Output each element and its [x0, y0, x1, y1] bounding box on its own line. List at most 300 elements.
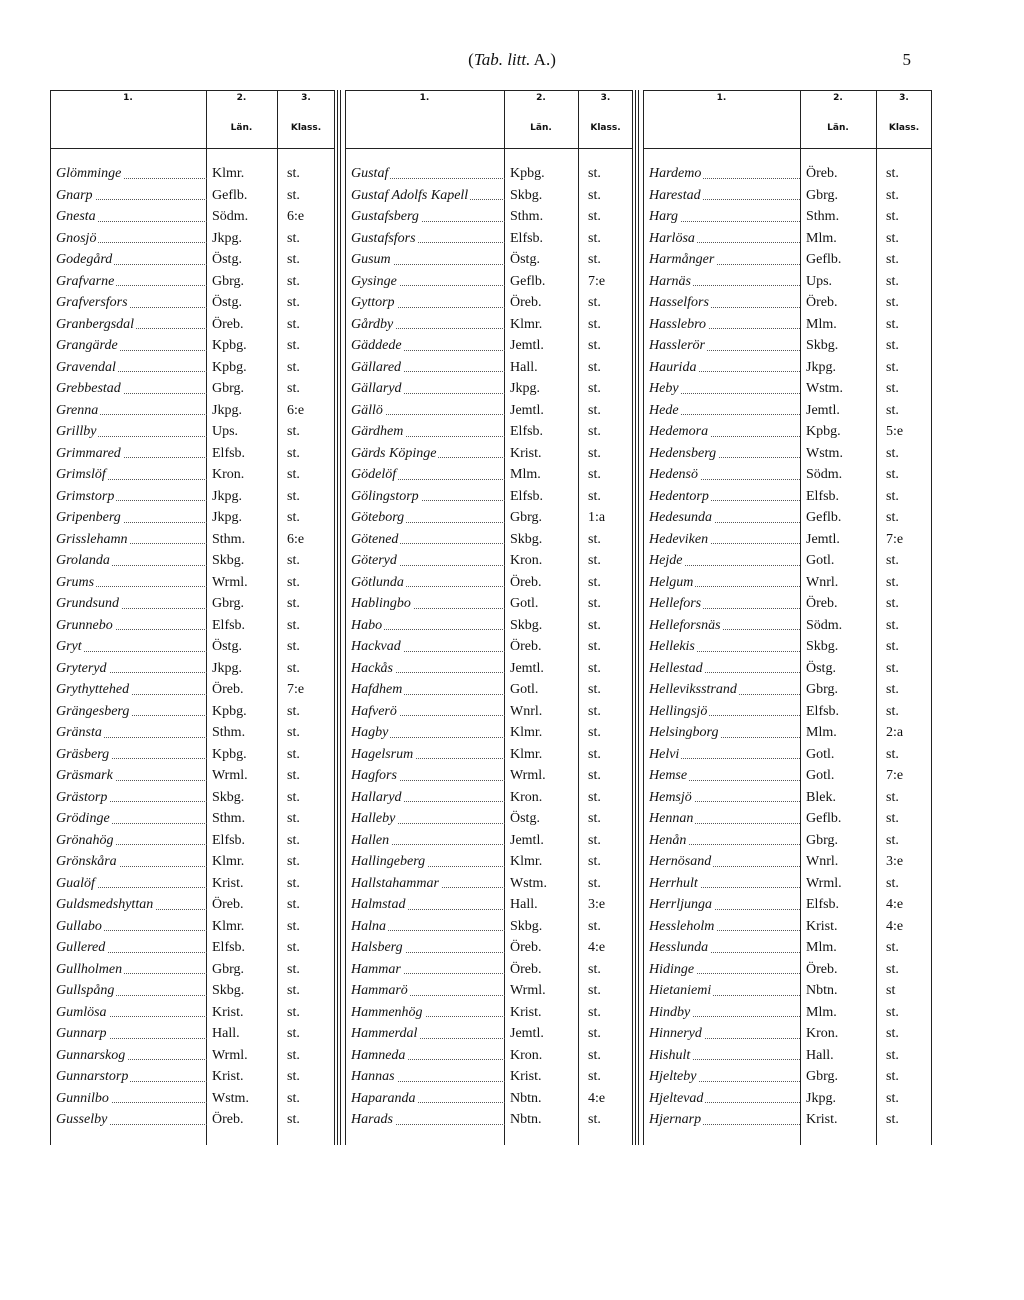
- county: Elfsb.: [510, 488, 544, 504]
- county: Klmr.: [510, 725, 543, 740]
- table-row: [50, 400, 335, 422]
- table-row: [50, 464, 335, 486]
- county: Klmr.: [510, 316, 543, 332]
- county: Hall.: [510, 359, 538, 375]
- place-name: [351, 400, 509, 422]
- table-row: [345, 357, 633, 379]
- county: Öreb.: [806, 961, 838, 977]
- place-name-text: Gryteryd: [56, 660, 107, 676]
- county: Klmr.: [510, 746, 543, 762]
- place-name: [56, 335, 211, 357]
- table-row: [50, 1066, 335, 1088]
- class: st.: [588, 811, 601, 826]
- place-name: [56, 873, 211, 895]
- place-name: [56, 271, 211, 293]
- table-row: [345, 937, 633, 959]
- header-rule: [643, 148, 932, 149]
- county: Södm.: [806, 467, 843, 482]
- county: Jemtl.: [510, 402, 544, 418]
- place-name: [351, 744, 509, 766]
- county: Nbtn.: [806, 983, 838, 998]
- county: Öreb.: [212, 1112, 244, 1127]
- table-row: [643, 464, 932, 486]
- place-name-text: Hernösand: [649, 854, 712, 869]
- county: Klmr.: [510, 854, 543, 869]
- table-row: [50, 959, 335, 981]
- class: st.: [886, 187, 899, 203]
- table-row: [50, 163, 335, 185]
- table-row: [345, 658, 633, 680]
- table-row: [50, 1002, 335, 1024]
- table-row: [50, 808, 335, 830]
- county: Klmr.: [212, 918, 245, 934]
- class: st.: [287, 424, 300, 439]
- place-name-text: Helleforsnäs: [649, 617, 721, 633]
- county: Kpbg.: [212, 338, 247, 353]
- place-name-text: Gnesta: [56, 209, 96, 224]
- place-name-text: Göteborg: [351, 510, 405, 525]
- county: Hall.: [510, 897, 538, 912]
- county: Wnrl.: [510, 703, 543, 719]
- class: st.: [886, 617, 899, 633]
- place-name: [56, 163, 211, 185]
- place-name-text: Gyttorp: [351, 295, 395, 310]
- county: Elfsb.: [212, 832, 246, 848]
- county: Öreb.: [806, 166, 838, 181]
- table-row: [643, 443, 932, 465]
- place-name: [351, 765, 509, 787]
- place-name-text: Hallen: [351, 832, 390, 848]
- county: Gbrg.: [212, 596, 245, 611]
- table-row: [345, 980, 633, 1002]
- table-row: [50, 980, 335, 1002]
- class: st.: [287, 488, 300, 504]
- place-name-text: Hardemo: [649, 166, 702, 181]
- table-row: [345, 572, 633, 594]
- table-row: [50, 443, 335, 465]
- place-name-text: Hedensö: [649, 467, 698, 482]
- table-row: [345, 292, 633, 314]
- top-rule: [643, 90, 932, 91]
- table-row: [643, 507, 932, 529]
- class: st.: [588, 1069, 601, 1084]
- class: 7:e: [886, 531, 904, 547]
- place-name-text: Grums: [56, 574, 95, 590]
- place-name-text: Grönahög: [56, 832, 114, 848]
- class: st.: [287, 725, 300, 740]
- table-row: [643, 1023, 932, 1045]
- place-name: [649, 765, 804, 787]
- county: Kron.: [212, 467, 245, 482]
- county: Krist.: [212, 875, 244, 891]
- place-name-text: Gällaryd: [351, 381, 402, 396]
- county: Gbrg.: [212, 273, 245, 289]
- place-name-text: Gullspång: [56, 983, 115, 998]
- place-name-text: Gunnilbo: [56, 1090, 109, 1106]
- place-name-text: Gärds Köpinge: [351, 445, 437, 461]
- place-name: [56, 636, 211, 658]
- county: Gotl.: [806, 746, 835, 762]
- place-name: [649, 701, 804, 723]
- place-name-text: Hellekis: [649, 639, 695, 654]
- class: st.: [886, 875, 899, 891]
- table-row: [50, 335, 335, 357]
- place-name: [649, 980, 804, 1002]
- column-number: 3.: [600, 93, 611, 103]
- class: st.: [287, 660, 300, 676]
- class: st.: [588, 682, 601, 697]
- table-row: [345, 593, 633, 615]
- place-name: [649, 507, 804, 529]
- class: st.: [588, 381, 601, 396]
- place-name: [56, 486, 211, 508]
- place-name: [351, 808, 509, 830]
- table-row: [643, 378, 932, 400]
- place-name-text: Habo: [351, 617, 383, 633]
- county: Krist.: [806, 1112, 838, 1127]
- place-name: [56, 292, 211, 314]
- place-name: [649, 400, 804, 422]
- place-name: [351, 314, 509, 336]
- class: st.: [588, 553, 601, 568]
- place-name-text: Grödinge: [56, 811, 110, 826]
- county: Jemtl.: [510, 832, 544, 848]
- place-name: [649, 959, 804, 981]
- place-name-text: Grimstorp: [56, 488, 115, 504]
- class: st.: [287, 639, 300, 654]
- table-row: [345, 830, 633, 852]
- place-name-text: Gravendal: [56, 359, 116, 375]
- county: Elfsb.: [806, 897, 840, 912]
- table-row: [50, 314, 335, 336]
- place-name: [56, 808, 211, 830]
- klass-header: Klass.: [290, 123, 322, 133]
- table-block-2: [345, 90, 633, 1145]
- class: 6:e: [287, 209, 305, 224]
- class: st.: [886, 596, 899, 611]
- class: st.: [588, 445, 601, 461]
- place-name: [56, 959, 211, 981]
- place-name-text: Hammerdal: [351, 1026, 418, 1041]
- place-name: [56, 722, 211, 744]
- place-name-text: Hammarö: [351, 983, 408, 998]
- county: Jkpg.: [806, 1090, 836, 1106]
- place-name-text: Gualöf: [56, 875, 95, 891]
- place-name: [649, 851, 804, 873]
- place-name-text: Gusselby: [56, 1112, 108, 1127]
- county: Skbg.: [806, 338, 839, 353]
- table-row: [643, 550, 932, 572]
- class: st.: [588, 703, 601, 719]
- place-name-text: Grythyttehed: [56, 682, 130, 697]
- table-row: [345, 163, 633, 185]
- class: 4:e: [588, 1090, 606, 1106]
- place-name-text: Grönskåra: [56, 854, 117, 869]
- table-row: [345, 249, 633, 271]
- place-name-text: Gnarp: [56, 187, 93, 203]
- class: st.: [588, 187, 601, 203]
- klass-header: Klass.: [888, 123, 920, 133]
- class: st.: [287, 510, 300, 525]
- place-name: [56, 894, 211, 916]
- county: Wstm.: [806, 381, 843, 396]
- county: Östg.: [212, 295, 242, 310]
- place-name-text: Halna: [351, 918, 386, 934]
- place-name: [649, 873, 804, 895]
- place-name: [351, 1066, 509, 1088]
- county: Klmr.: [212, 854, 245, 869]
- place-name-text: Hafdhem: [351, 682, 403, 697]
- table-row: [50, 937, 335, 959]
- table-row: [50, 701, 335, 723]
- class: st.: [588, 402, 601, 418]
- county: Elfsb.: [806, 488, 840, 504]
- table-row: [345, 335, 633, 357]
- place-name-text: Hallaryd: [351, 789, 402, 805]
- lan-header: Län.: [530, 123, 552, 133]
- table-row: [50, 572, 335, 594]
- place-name-text: Harnäs: [649, 273, 692, 289]
- place-name: [56, 701, 211, 723]
- table-row: [50, 1088, 335, 1110]
- place-name-text: Gustafsberg: [351, 209, 419, 224]
- row-list: [345, 163, 633, 1131]
- table-row: [345, 679, 633, 701]
- table-row: [50, 830, 335, 852]
- class: st.: [588, 467, 601, 482]
- class: 7:e: [287, 682, 305, 697]
- county: Jkpg.: [212, 660, 242, 676]
- class: st.: [287, 381, 300, 396]
- class: 2:a: [886, 725, 904, 740]
- place-name: [649, 787, 804, 809]
- class: st.: [588, 1047, 601, 1063]
- place-class-table: [50, 90, 932, 1145]
- county: Sthm.: [212, 725, 246, 740]
- class: st.: [287, 746, 300, 762]
- county: Elfsb.: [806, 703, 840, 719]
- table-row: [643, 937, 932, 959]
- table-row: [50, 658, 335, 680]
- place-name-text: Heby: [649, 381, 679, 396]
- place-name: [649, 658, 804, 680]
- table-row: [50, 636, 335, 658]
- class: st.: [287, 832, 300, 848]
- county: Skbg.: [510, 918, 543, 934]
- county: Jemtl.: [510, 338, 544, 353]
- county: Sthm.: [806, 209, 840, 224]
- class: st.: [588, 768, 601, 783]
- place-name: [56, 400, 211, 422]
- table-row: [345, 206, 633, 228]
- county: Gbrg.: [806, 187, 839, 203]
- place-name: [649, 529, 804, 551]
- class: st.: [588, 789, 601, 805]
- county: Skbg.: [510, 531, 543, 547]
- place-name-text: Gumlösa: [56, 1004, 107, 1020]
- place-name: [56, 787, 211, 809]
- county: Elfsb.: [212, 445, 246, 461]
- place-name: [351, 378, 509, 400]
- place-name-text: Gårdby: [351, 316, 394, 332]
- table-row: [50, 185, 335, 207]
- class: st.: [287, 1026, 300, 1041]
- class: st.: [287, 940, 300, 955]
- place-name-text: Grisslehamn: [56, 531, 128, 547]
- class: st.: [886, 381, 899, 396]
- class: st.: [287, 768, 300, 783]
- table-row: [643, 701, 932, 723]
- class: st.: [886, 832, 899, 848]
- county: Jkpg.: [212, 230, 242, 246]
- county: Wstm.: [806, 445, 843, 461]
- class: st.: [287, 1047, 300, 1063]
- county: Gbrg.: [212, 381, 245, 396]
- county: Wrml.: [510, 768, 546, 783]
- table-row: [50, 615, 335, 637]
- county: Mlm.: [806, 230, 837, 246]
- table-row: [50, 787, 335, 809]
- county: Mlm.: [806, 725, 837, 740]
- table-row: [643, 744, 932, 766]
- place-name-text: Gripenberg: [56, 510, 121, 525]
- table-row: [50, 228, 335, 250]
- county: Elfsb.: [510, 230, 544, 246]
- county: Nbtn.: [510, 1090, 542, 1106]
- table-row: [643, 593, 932, 615]
- place-name: [351, 679, 509, 701]
- county: Öreb.: [510, 961, 542, 977]
- county: Kpbg.: [806, 424, 841, 439]
- column-number: 1.: [716, 93, 727, 103]
- place-name-text: Gustaf Adolfs Kapell: [351, 187, 469, 203]
- place-name: [649, 1002, 804, 1024]
- column-number: 3.: [301, 93, 311, 103]
- place-name: [56, 1088, 211, 1110]
- place-name-text: Grebbestad: [56, 381, 121, 396]
- class: st.: [886, 316, 899, 332]
- class: st.: [886, 273, 899, 289]
- county: Kron.: [510, 1047, 543, 1063]
- class: st.: [287, 854, 300, 869]
- class: st.: [588, 359, 601, 375]
- place-name-text: Guldsmedshyttan: [56, 897, 154, 912]
- place-name: [351, 658, 509, 680]
- place-name-text: Haparanda: [351, 1090, 416, 1106]
- table-row: [50, 744, 335, 766]
- place-name-text: Henån: [649, 832, 687, 848]
- place-name-text: Gäddede: [351, 338, 402, 353]
- county: Kpbg.: [212, 359, 247, 375]
- place-name-text: Grästorp: [56, 789, 108, 805]
- table-row: [643, 808, 932, 830]
- class: 4:e: [886, 918, 904, 934]
- place-name-text: Gryt: [56, 639, 82, 654]
- place-name-text: Hedemora: [649, 424, 709, 439]
- table-row: [50, 550, 335, 572]
- table-row: [643, 679, 932, 701]
- table-row: [50, 1045, 335, 1067]
- column-number: 2.: [833, 93, 843, 103]
- county: Jkpg.: [212, 510, 242, 525]
- county: Öreb.: [510, 574, 542, 590]
- county: Mlm.: [806, 1004, 837, 1020]
- place-name-text: Gränsta: [56, 725, 102, 740]
- county: Geflb.: [806, 252, 842, 267]
- place-name-text: Grafvarne: [56, 273, 115, 289]
- table-row: [643, 765, 932, 787]
- place-name-text: Hasslerör: [649, 338, 706, 353]
- place-name: [351, 271, 509, 293]
- block-separator: [340, 90, 341, 1145]
- row-list: [643, 163, 932, 1131]
- place-name: [649, 464, 804, 486]
- place-name: [56, 765, 211, 787]
- place-name: [649, 744, 804, 766]
- class: st.: [287, 1004, 300, 1020]
- place-name: [351, 292, 509, 314]
- place-name-text: Hannas: [351, 1069, 395, 1084]
- county: Wnrl.: [806, 574, 839, 590]
- place-name: [649, 206, 804, 228]
- place-name-text: Hagelsrum: [351, 746, 414, 762]
- table-row: [345, 228, 633, 250]
- place-name-text: Hishult: [649, 1047, 691, 1063]
- class: st.: [287, 359, 300, 375]
- place-name-text: Hemse: [649, 768, 688, 783]
- place-name: [649, 378, 804, 400]
- class: st: [886, 983, 896, 998]
- class: st.: [886, 338, 899, 353]
- table-row: [643, 873, 932, 895]
- place-name: [649, 1088, 804, 1110]
- class: st.: [886, 1090, 899, 1106]
- place-name: [649, 314, 804, 336]
- county: Wrml.: [510, 983, 546, 998]
- place-name: [351, 851, 509, 873]
- place-name: [649, 1066, 804, 1088]
- place-name: [649, 486, 804, 508]
- place-name-text: Göteryd: [351, 553, 397, 568]
- county: Jkpg.: [806, 359, 836, 375]
- county: Wrml.: [806, 875, 842, 891]
- place-name: [649, 271, 804, 293]
- place-name-text: Grimslöf: [56, 467, 106, 482]
- place-name-text: Hellingsjö: [649, 703, 708, 719]
- table-row: [643, 851, 932, 873]
- place-name: [351, 163, 509, 185]
- place-name: [351, 830, 509, 852]
- place-name-text: Hede: [649, 402, 679, 418]
- class: 7:e: [886, 768, 904, 783]
- place-name-text: Godegård: [56, 252, 113, 267]
- county: Wstm.: [510, 875, 547, 891]
- county: Öreb.: [806, 596, 838, 611]
- place-name-text: Grillby: [56, 424, 97, 439]
- county: Öreb.: [212, 316, 244, 332]
- class: st.: [287, 553, 300, 568]
- table-row: [345, 615, 633, 637]
- class: st.: [886, 252, 899, 267]
- place-name: [649, 808, 804, 830]
- class: st.: [287, 166, 300, 181]
- class: st.: [287, 897, 300, 912]
- place-name: [351, 550, 509, 572]
- place-name-text: Gunnarstorp: [56, 1069, 129, 1084]
- class: st.: [588, 725, 601, 740]
- class: 1:a: [588, 510, 606, 525]
- class: st.: [287, 961, 300, 977]
